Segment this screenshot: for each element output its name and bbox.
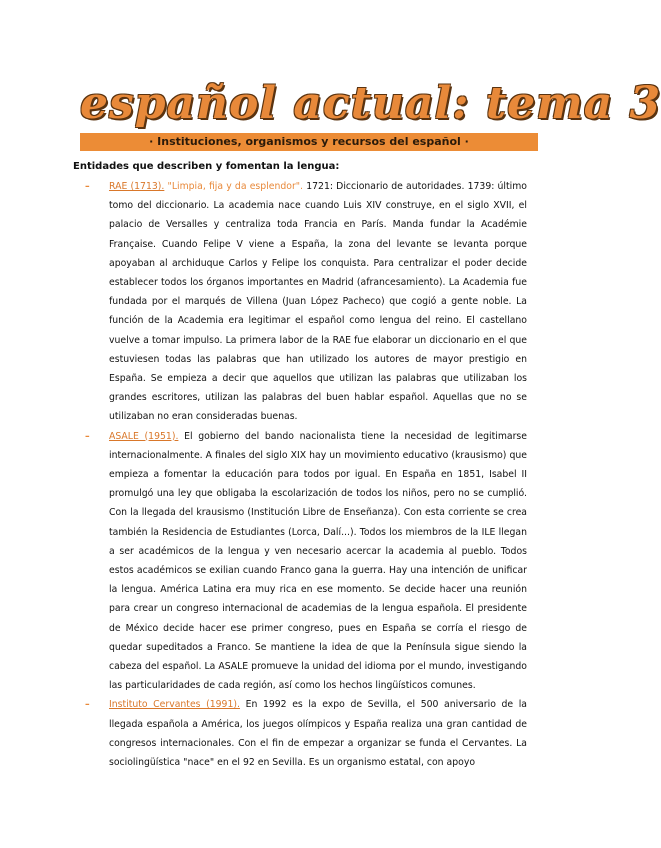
subtitle-banner: · Instituciones, organismos y recursos del español · [80,133,538,151]
entity-name: Instituto Cervantes (1991). [109,699,240,711]
entity-list [85,177,527,772]
dash-bullet-icon: – [85,181,90,192]
entity-motto: "Limpia, fija y da esplendor". [167,181,304,192]
entity-name: RAE (1713). [109,181,165,192]
entity-name: ASALE (1951). [109,430,179,442]
entity-description: 1721: Diccionario de autoridades. 1739: último tomo del diccionario. La academia nace cuando Luis XIV construye, en el siglo XVII, el palacio de Versalles y centraliza toda Francia en París. Manda fundar la Académie Française. Cuando Felipe V viene a España, la zona del levante se levanta porque apoyaban al archiduque Carlos y Felipe los conquista. Para centralizar el poder decide establecer todos los órganos importantes en Madrid (afrancesamiento). La Academia fue fundada por el marqués de Villena (Juan López Pacheco) que cogió a gente noble. La función de la Academia era legitimar el español como lengua del reino. El castellano vuelve a tomar impulso. La primera labor de la RAE fue elaborar un diccionario en el que estuviesen todas las palabras que han utilizado los autores de mayor prestigio en España. Se empieza a decir que aquellos que utilizan las palabras que utilizaban los grandes escritores, utilizan las palabras del buen hablar español. Aquellas que no se utilizaban no eran consideradas buenas. [109,181,527,423]
page-title: español actual: tema 3 [80,78,661,129]
section-heading: Entidades que describen y fomentan la lengua: [73,161,340,172]
dash-bullet-icon: – [85,699,90,711]
list-item-rae [85,177,527,427]
entity-description: El gobierno del bando nacionalista tiene la necesidad de legitimarse internacionalmente. A finales del siglo XIX hay un movimiento educativo (krausismo) que empieza a fomentar la educación para todos por igual. En España en 1851, Isabel II promulgó una ley que obligaba la escolarización de todos los niños, pero no se cumplió. Con la llegada del krausismo (Institución Libre de Enseñanza). Con esta corriente se crea también la Residencia de Estudiantes (Lorca, Dalí...). Todos los miembros de la ILE llegan a ser académicos de la lengua y ven necesario acercar la academia al pueblo. Todos estos académicos se exilian cuando Franco gana la guerra. Hay una intención de unificar la lengua. América Latina era muy rica en ese momento. Se decide hacer una reunión para crear un congreso internacional de academias de la lengua española. El presidente de México decide hacer ese primer congreso, pues en España se corría el riesgo de quedar supeditados a Franco. Se mantiene la idea de que la Península sigue siendo la cabeza del español. La ASALE promueve la unidad del idioma por el mundo, investigando las particularidades de cada región, así como los hechos lingüísticos comunes. [109,430,527,692]
dash-bullet-icon: – [85,430,90,442]
list-item-cervantes [85,695,527,772]
list-item-asale [85,427,527,696]
entity-description: En 1992 es la expo de Sevilla, el 500 aniversario de la llegada española a América, los juegos olímpicos y España realiza una gran cantidad de congresos internacionales. Con el fin de empezar a organizar se funda el Cervantes. La sociolingüística "nace" en el 92 en Sevilla. Es un organismo estatal, con apoyo [109,699,527,769]
